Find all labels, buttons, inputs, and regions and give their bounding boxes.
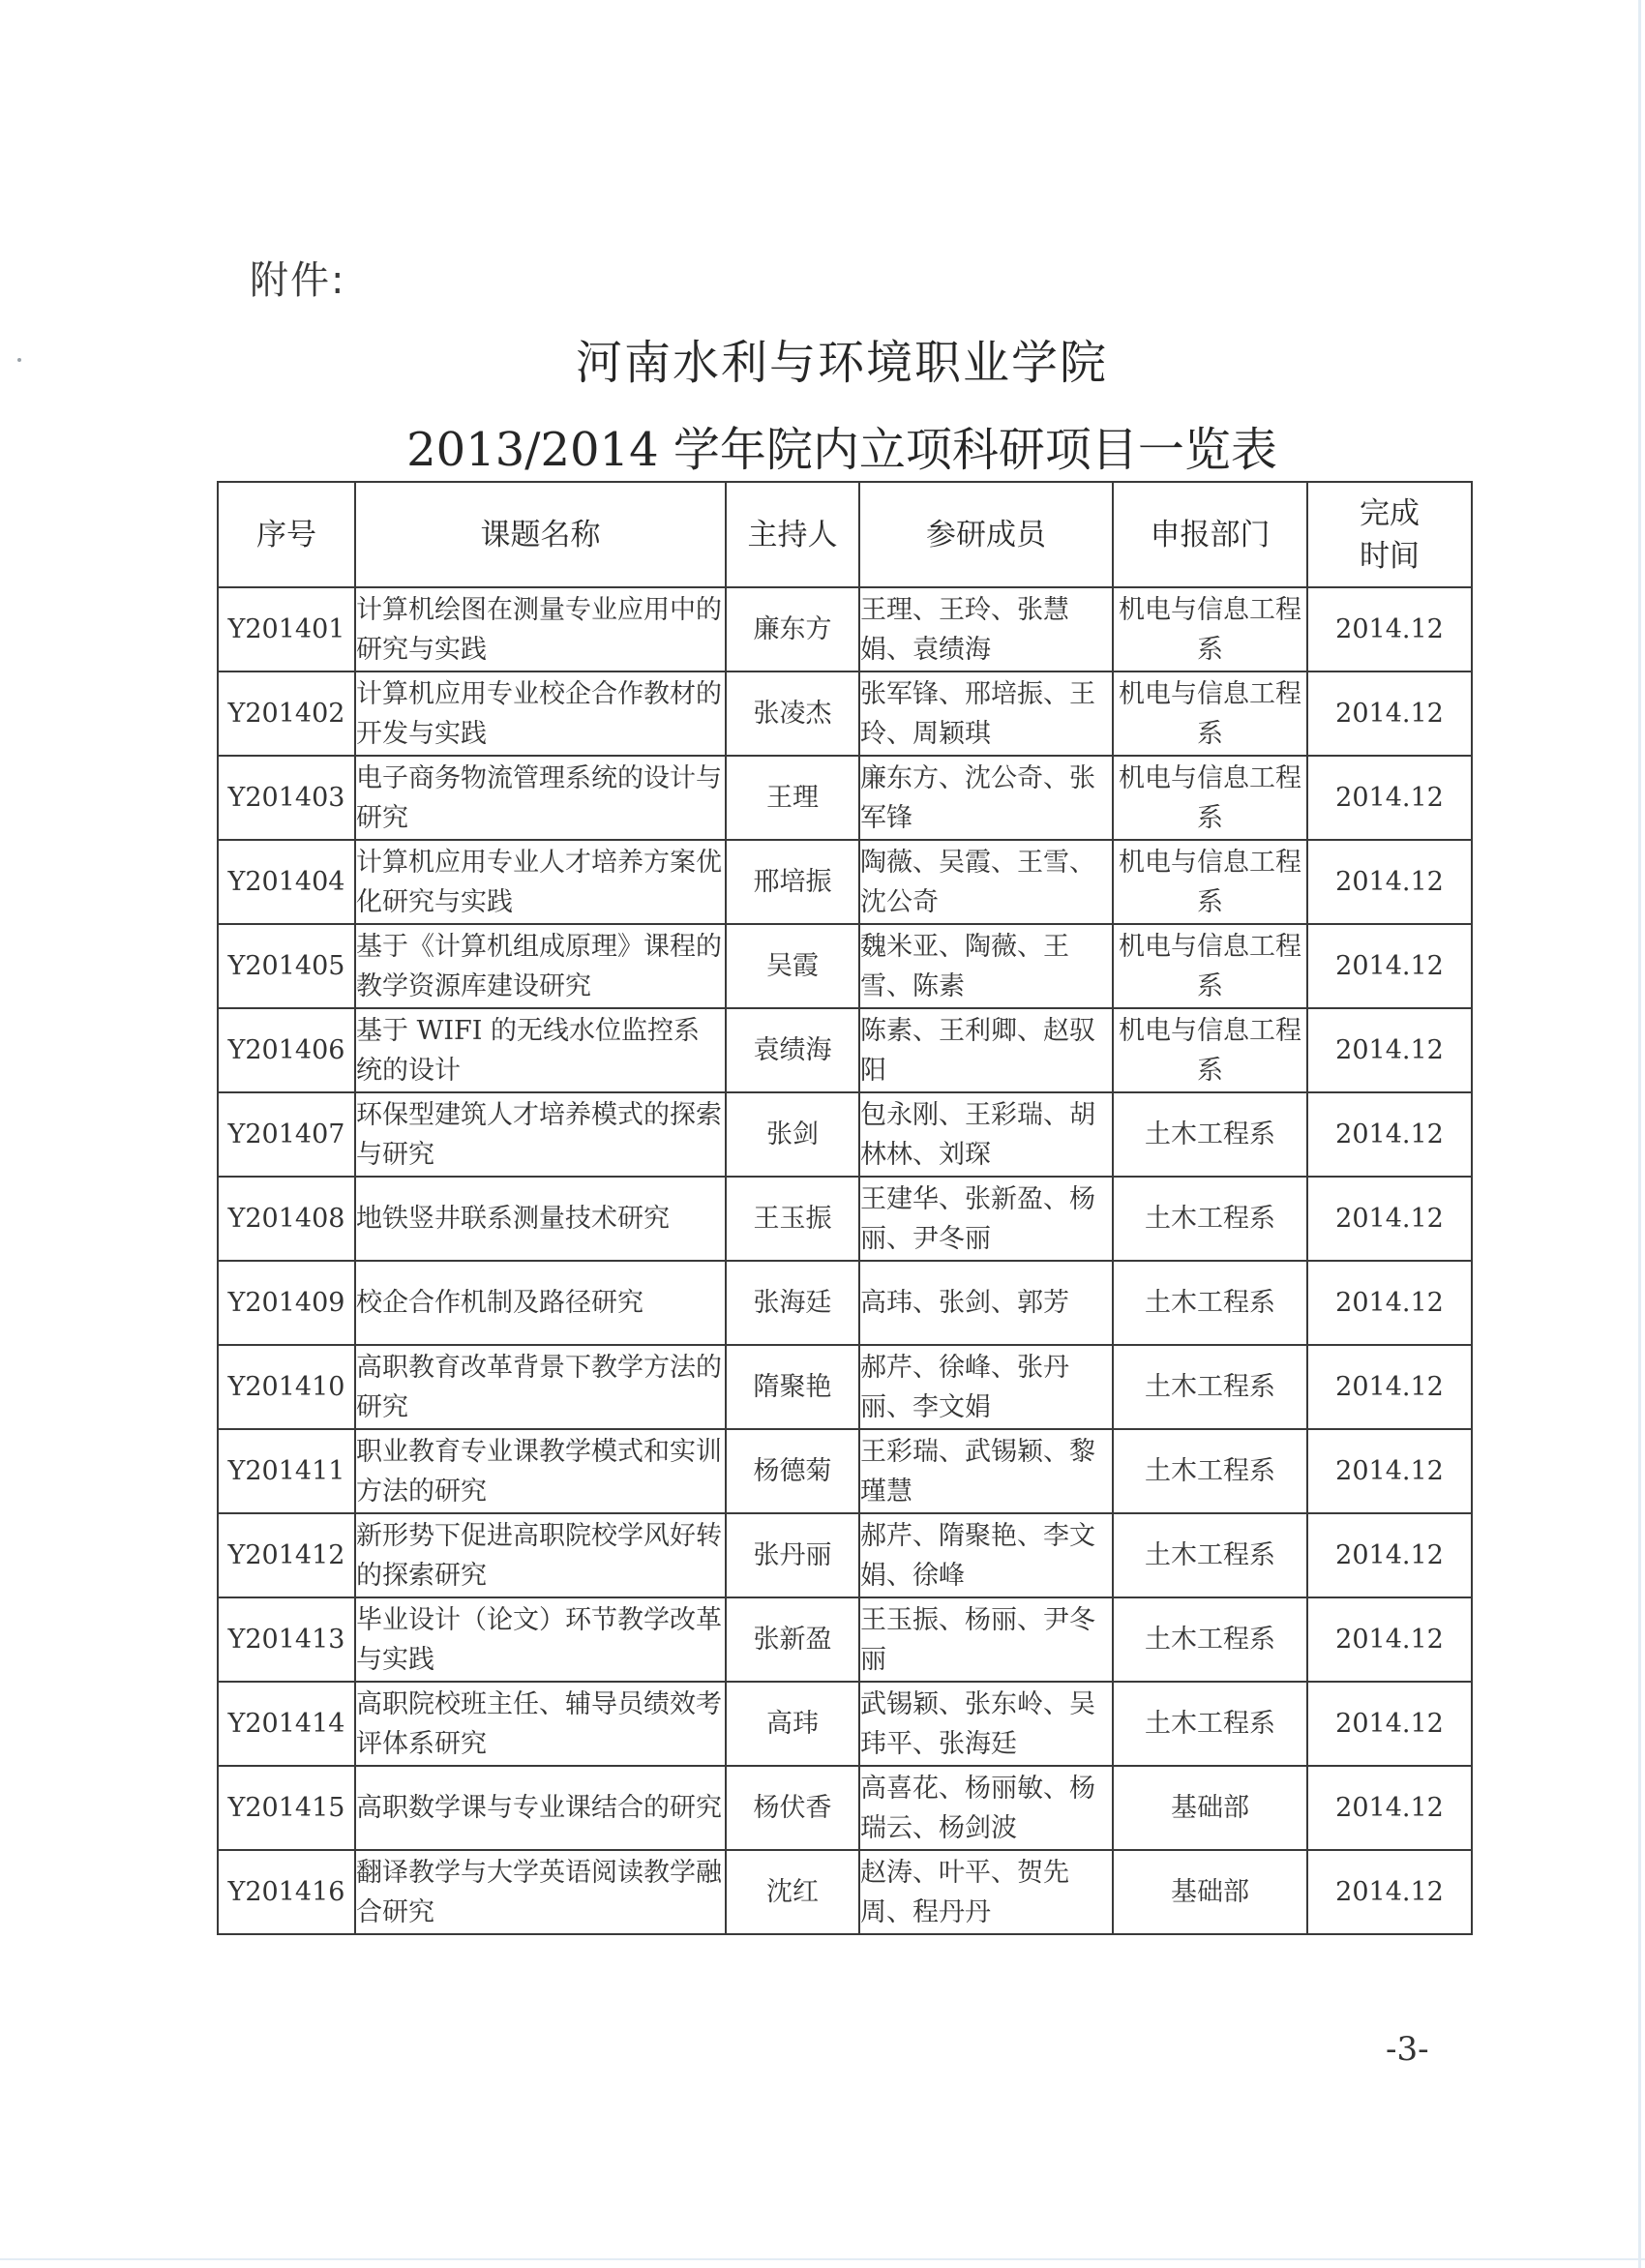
cell-host: 王理	[726, 756, 859, 840]
cell-dept: 土木工程系	[1113, 1177, 1307, 1261]
cell-title: 环保型建筑人才培养模式的探索与研究	[355, 1092, 726, 1177]
cell-time: 2014.12	[1307, 1766, 1472, 1850]
cell-title: 基于《计算机组成原理》课程的教学资源库建设研究	[355, 924, 726, 1008]
cell-time: 2014.12	[1307, 587, 1472, 671]
cell-time: 2014.12	[1307, 840, 1472, 924]
cell-members: 王理、王玲、张慧娟、袁绩海	[859, 587, 1113, 671]
cell-time: 2014.12	[1307, 1177, 1472, 1261]
cell-title: 计算机应用专业人才培养方案优化研究与实践	[355, 840, 726, 924]
cell-dept: 土木工程系	[1113, 1345, 1307, 1429]
cell-title: 毕业设计（论文）环节教学改革与实践	[355, 1597, 726, 1682]
cell-members: 高玮、张剑、郭芳	[859, 1261, 1113, 1345]
cell-dept: 机电与信息工程系	[1113, 1008, 1307, 1092]
cell-time: 2014.12	[1307, 1008, 1472, 1092]
cell-host: 王玉振	[726, 1177, 859, 1261]
cell-host: 吴霞	[726, 924, 859, 1008]
cell-title: 校企合作机制及路径研究	[355, 1261, 726, 1345]
cell-id: Y201412	[218, 1513, 355, 1597]
cell-id: Y201408	[218, 1177, 355, 1261]
cell-id: Y201410	[218, 1345, 355, 1429]
cell-host: 沈红	[726, 1850, 859, 1934]
cell-host: 高玮	[726, 1682, 859, 1766]
table-row	[218, 1092, 1472, 1177]
cell-dept: 土木工程系	[1113, 1597, 1307, 1682]
cell-time: 2014.12	[1307, 924, 1472, 1008]
cell-dept: 机电与信息工程系	[1113, 587, 1307, 671]
cell-id: Y201405	[218, 924, 355, 1008]
cell-dept: 机电与信息工程系	[1113, 756, 1307, 840]
cell-members: 王彩瑞、武锡颖、黎瑾慧	[859, 1429, 1113, 1513]
table-row	[218, 1850, 1472, 1934]
document-title: 河南水利与环境职业学院	[575, 336, 1108, 390]
cell-title: 计算机应用专业校企合作教材的开发与实践	[355, 671, 726, 756]
cell-dept: 土木工程系	[1113, 1429, 1307, 1513]
header-time-line2: 时间	[1360, 538, 1420, 574]
table-row	[218, 671, 1472, 756]
cell-time: 2014.12	[1307, 1682, 1472, 1766]
cell-members: 郝芹、徐峰、张丹丽、李文娟	[859, 1345, 1113, 1429]
cell-members: 包永刚、王彩瑞、胡林林、刘琛	[859, 1092, 1113, 1177]
page-number: -3-	[1386, 2030, 1429, 2069]
table-body	[218, 587, 1472, 1934]
cell-title: 高职数学课与专业课结合的研究	[355, 1766, 726, 1850]
header-time	[1307, 482, 1472, 587]
cell-dept: 土木工程系	[1113, 1682, 1307, 1766]
cell-title: 基于 WIFI 的无线水位监控系统的设计	[355, 1008, 726, 1092]
cell-id: Y201401	[218, 587, 355, 671]
cell-id: Y201404	[218, 840, 355, 924]
cell-id: Y201407	[218, 1092, 355, 1177]
cell-id: Y201409	[218, 1261, 355, 1345]
table-row	[218, 1513, 1472, 1597]
table-header-row	[218, 482, 1472, 587]
document-subtitle: 2013/2014 学年院内立项科研项目一览表	[406, 423, 1277, 477]
cell-host: 张海廷	[726, 1261, 859, 1345]
cell-title: 职业教育专业课教学模式和实训方法的研究	[355, 1429, 726, 1513]
cell-members: 郝芹、隋聚艳、李文娟、徐峰	[859, 1513, 1113, 1597]
table-row	[218, 1682, 1472, 1766]
cell-time: 2014.12	[1307, 1597, 1472, 1682]
cell-members: 赵涛、叶平、贺先周、程丹丹	[859, 1850, 1113, 1934]
cell-members: 陈素、王利卿、赵驭阳	[859, 1008, 1113, 1092]
cell-id: Y201415	[218, 1766, 355, 1850]
cell-id: Y201416	[218, 1850, 355, 1934]
cell-dept: 土木工程系	[1113, 1092, 1307, 1177]
cell-host: 廉东方	[726, 587, 859, 671]
header-time-line1: 完成	[1360, 495, 1420, 531]
table-row	[218, 924, 1472, 1008]
header-id: 序号	[218, 482, 355, 587]
cell-time: 2014.12	[1307, 1092, 1472, 1177]
table-row	[218, 1008, 1472, 1092]
table-row	[218, 756, 1472, 840]
header-title: 课题名称	[355, 482, 726, 587]
cell-members: 廉东方、沈公奇、张军锋	[859, 756, 1113, 840]
table-row	[218, 1766, 1472, 1850]
header-host: 主持人	[726, 482, 859, 587]
cell-members: 武锡颖、张东岭、吴玮平、张海廷	[859, 1682, 1113, 1766]
cell-id: Y201414	[218, 1682, 355, 1766]
cell-title: 高职教育改革背景下教学方法的研究	[355, 1345, 726, 1429]
cell-time: 2014.12	[1307, 1513, 1472, 1597]
cell-dept: 机电与信息工程系	[1113, 924, 1307, 1008]
cell-dept: 基础部	[1113, 1766, 1307, 1850]
table-row	[218, 1597, 1472, 1682]
cell-host: 邢培振	[726, 840, 859, 924]
cell-title: 地铁竖井联系测量技术研究	[355, 1177, 726, 1261]
cell-members: 张军锋、邢培振、王玲、周颖琪	[859, 671, 1113, 756]
cell-title: 高职院校班主任、辅导员绩效考评体系研究	[355, 1682, 726, 1766]
cell-dept: 机电与信息工程系	[1113, 671, 1307, 756]
table-row	[218, 840, 1472, 924]
table-row	[218, 587, 1472, 671]
cell-dept: 土木工程系	[1113, 1513, 1307, 1597]
cell-members: 王玉振、杨丽、尹冬丽	[859, 1597, 1113, 1682]
cell-dept: 机电与信息工程系	[1113, 840, 1307, 924]
cell-time: 2014.12	[1307, 1429, 1472, 1513]
cell-id: Y201413	[218, 1597, 355, 1682]
cell-members: 魏米亚、陶薇、王雪、陈素	[859, 924, 1113, 1008]
header-dept: 申报部门	[1113, 482, 1307, 587]
header-members: 参研成员	[859, 482, 1113, 587]
cell-host: 杨德菊	[726, 1429, 859, 1513]
cell-host: 张丹丽	[726, 1513, 859, 1597]
cell-host: 张剑	[726, 1092, 859, 1177]
scan-edge-bottom	[0, 2258, 1645, 2260]
cell-id: Y201406	[218, 1008, 355, 1092]
cell-members: 高喜花、杨丽敏、杨瑞云、杨剑波	[859, 1766, 1113, 1850]
cell-title: 电子商务物流管理系统的设计与研究	[355, 756, 726, 840]
cell-id: Y201403	[218, 756, 355, 840]
cell-host: 袁绩海	[726, 1008, 859, 1092]
cell-dept: 土木工程系	[1113, 1261, 1307, 1345]
cell-time: 2014.12	[1307, 756, 1472, 840]
cell-time: 2014.12	[1307, 1345, 1472, 1429]
cell-members: 王建华、张新盈、杨丽、尹冬丽	[859, 1177, 1113, 1261]
attachment-label: 附件:	[250, 258, 346, 303]
cell-title: 翻译教学与大学英语阅读教学融合研究	[355, 1850, 726, 1934]
cell-host: 张凌杰	[726, 671, 859, 756]
table-row	[218, 1261, 1472, 1345]
table-row	[218, 1177, 1472, 1261]
cell-host: 杨伏香	[726, 1766, 859, 1850]
cell-host: 隋聚艳	[726, 1345, 859, 1429]
table-row	[218, 1429, 1472, 1513]
cell-host: 张新盈	[726, 1597, 859, 1682]
cell-title: 计算机绘图在测量专业应用中的研究与实践	[355, 587, 726, 671]
table-row	[218, 1345, 1472, 1429]
project-table	[217, 481, 1473, 1935]
cell-id: Y201402	[218, 671, 355, 756]
cell-id: Y201411	[218, 1429, 355, 1513]
cell-title: 新形势下促进高职院校学风好转的探索研究	[355, 1513, 726, 1597]
cell-members: 陶薇、吴霞、王雪、沈公奇	[859, 840, 1113, 924]
cell-dept: 基础部	[1113, 1850, 1307, 1934]
cell-time: 2014.12	[1307, 1850, 1472, 1934]
cell-time: 2014.12	[1307, 671, 1472, 756]
cell-time: 2014.12	[1307, 1261, 1472, 1345]
